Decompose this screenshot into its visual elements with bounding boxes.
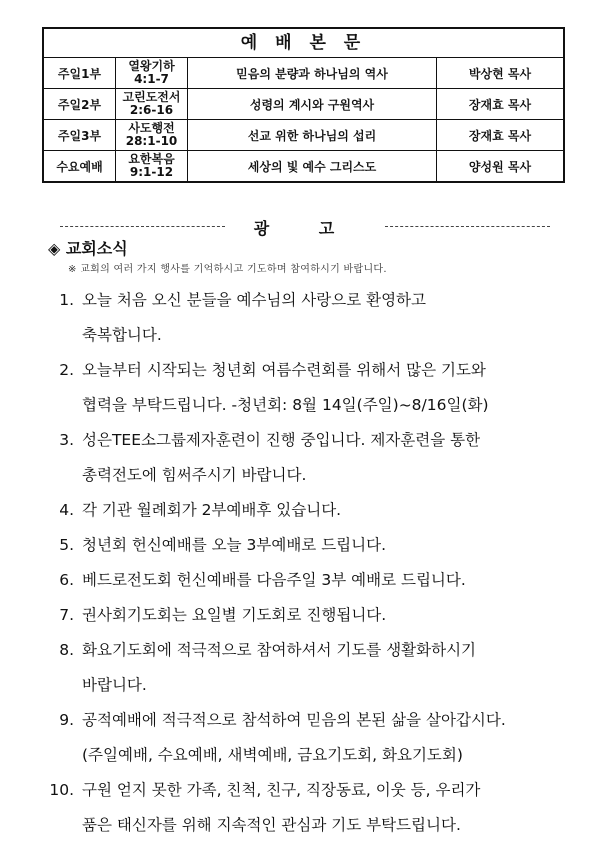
list-item [48, 773, 563, 843]
item-number: 7. [59, 606, 74, 624]
item-line: 바랍니다. [82, 676, 147, 694]
item-number: 5. [59, 536, 74, 554]
scripture-verse: 28:1-10 [125, 134, 178, 148]
list-item [48, 598, 563, 633]
church-news-note: ※ 교회의 여러 가지 행사를 기억하시고 기도하며 참여하시기 바랍니다. [68, 264, 387, 275]
sermon-row [44, 58, 563, 89]
scripture [116, 58, 188, 88]
preacher: 박상현 목사 [468, 66, 532, 81]
item-number: 3. [59, 431, 74, 449]
sermon-row [44, 120, 563, 151]
item-number: 1. [59, 291, 74, 309]
scripture-book: 사도행전 [128, 121, 175, 135]
item-line: 협력을 부탁드립니다. -청년회: 8월 14일(주일)~8/16일(화) [82, 396, 489, 414]
scripture-verse: 9:1-12 [129, 165, 174, 179]
preacher: 장재효 목사 [468, 97, 532, 112]
item-line: 오늘 처음 오신 분들을 예수님의 사랑으로 환영하고 [82, 291, 426, 309]
list-item [48, 528, 563, 563]
item-line: 베드로전도회 헌신예배를 다음주일 3부 예배로 드립니다. [82, 571, 466, 589]
item-line: 화요기도회에 적극적으로 참여하셔서 기도를 생활화하시기 [82, 641, 477, 659]
scripture-verse: 2:6-16 [129, 103, 174, 117]
item-line: 성은TEE소그룹제자훈련이 진행 중입니다. 제자훈련을 통한 [82, 431, 481, 449]
list-item [48, 703, 563, 773]
list-item [48, 283, 563, 353]
item-line: 청년회 헌신예배를 오늘 3부예배로 드립니다. [82, 536, 387, 554]
item-number: 2. [59, 361, 74, 379]
item-number: 8. [59, 641, 74, 659]
scripture-verse: 4:1-7 [134, 72, 169, 86]
list-item [48, 353, 563, 423]
item-line: (주일예배, 수요예배, 새벽예배, 금요기도회, 화요기도회) [82, 746, 463, 764]
service-name: 주일3부 [44, 120, 116, 150]
preacher: 양성원 목사 [468, 159, 532, 174]
sermon-title: 선교 위한 하나님의 섭리 [188, 120, 437, 150]
sermon-title: 성령의 계시와 구원역사 [188, 89, 437, 119]
item-number: 9. [59, 711, 74, 729]
sermon-title: 믿음의 분량과 하나님의 역사 [188, 58, 437, 88]
scripture [116, 120, 188, 150]
scripture-book: 열왕기하 [128, 59, 175, 73]
item-line: 품은 태신자를 위해 지속적인 관심과 기도 부탁드립니다. [82, 816, 461, 834]
announcement-list [48, 283, 563, 843]
item-line: 권사회기도회는 요일별 기도회로 진행됩니다. [82, 606, 387, 624]
sermon-row [44, 89, 563, 120]
service-name: 주일1부 [44, 58, 116, 88]
service-name: 주일2부 [44, 89, 116, 119]
item-number: 10. [49, 781, 74, 799]
sermon-table-title: 예 배 본 문 [44, 29, 563, 58]
item-number: 6. [59, 571, 74, 589]
list-item [48, 493, 563, 528]
item-line: 축복합니다. [82, 326, 162, 344]
item-line: 공적예배에 적극적으로 참석하여 믿음의 본된 삶을 살아갑시다. [82, 711, 506, 729]
ads-header [60, 216, 550, 236]
sermon-row [44, 151, 563, 181]
preacher: 장재효 목사 [468, 128, 532, 143]
sermon-table [42, 27, 565, 183]
item-line: 오늘부터 시작되는 청년회 여름수련회를 위해서 많은 기도와 [82, 361, 486, 379]
divider [385, 226, 550, 227]
list-item [48, 633, 563, 703]
list-item [48, 423, 563, 493]
scripture-book: 고린도전서 [122, 90, 181, 104]
service-name: 수요예배 [44, 151, 116, 181]
item-line: 각 기관 월례회가 2부예배후 있습니다. [82, 501, 342, 519]
church-news-heading: ◈ 교회소식 [48, 239, 128, 258]
scripture-book: 요한복음 [128, 152, 175, 166]
sermon-title: 세상의 빛 예수 그리스도 [188, 151, 437, 181]
list-item [48, 563, 563, 598]
scripture [116, 151, 188, 181]
scripture [116, 89, 188, 119]
ads-title: 광 고 [253, 219, 357, 238]
item-line: 총력전도에 힘써주시기 바랍니다. [82, 466, 307, 484]
item-number: 4. [59, 501, 74, 519]
item-line: 구원 얻지 못한 가족, 친척, 친구, 직장동료, 이웃 등, 우리가 [82, 781, 481, 799]
